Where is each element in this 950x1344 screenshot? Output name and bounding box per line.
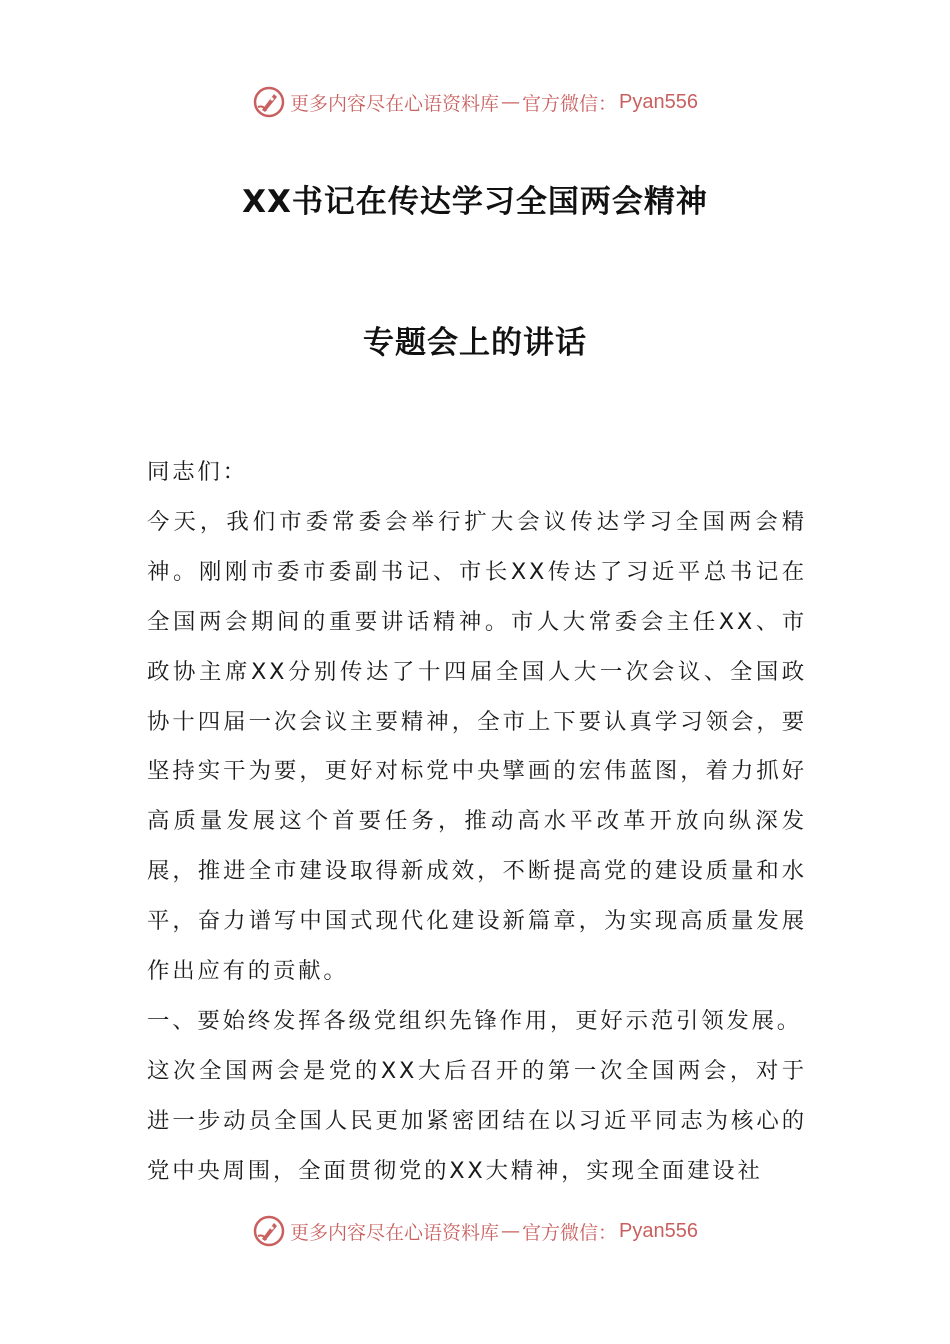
watermark-header [0,82,950,122]
watermark-wechat-id: Pyan556 [619,90,698,113]
pen-nib-logo-icon [252,85,286,119]
paragraph-section-1: 这次全国两会是党的XX大后召开的第一次全国两会，对于进一步动员全国人民更加紧密团结在以习近平同志为核心的党中央周围，全面贯彻党的XX大精神，实现全面建设社 [147,1057,807,1184]
document-title-line-1: XX书记在传达学习全国两会精神 [242,184,708,220]
pen-nib-logo-icon [252,1214,286,1248]
watermark-wechat-label: 官方微信： [522,1221,618,1244]
watermark-wechat-id: Pyan556 [619,1219,698,1242]
watermark-footer [0,1211,950,1251]
watermark-dash: — [501,1220,521,1242]
watermark-dash: — [501,91,521,113]
salutation: 同志们： [147,459,248,485]
watermark-site-text: 更多内容尽在心语资料库 [290,92,500,115]
watermark-site-text: 更多内容尽在心语资料库 [290,1221,500,1244]
paragraph-intro: 今天，我们市委常委会举行扩大会议传达学习全国两会精神。刚刚市委市委副书记、市长XX传达了习近平总书记在全国两会期间的重要讲话精神。市人大常委会主任XX、市政协主席XX分别传达了十四届全国人大一次会议、全国政协十四届一次会议主要精神，全市上下要认真学习领会，要坚持实干为要，更好对标党中央擘画的宏伟蓝图，着力抓好高质量发展这个首要任务，推动高水平改革开放向纵深发展，推进全市建设取得新成效，不断提高党的建设质量和水平，奋力谱写中国式现代化建设新篇章，为实现高质量发展作出应有的贡献。 [147,508,807,985]
document-body [147,448,807,1197]
document-title-line-2: 专题会上的讲话 [363,325,587,361]
section-heading-1: 一、要始终发挥各级党组织先锋作用，更好示范引领发展。 [147,1007,802,1034]
watermark-wechat-label: 官方微信： [522,92,618,115]
